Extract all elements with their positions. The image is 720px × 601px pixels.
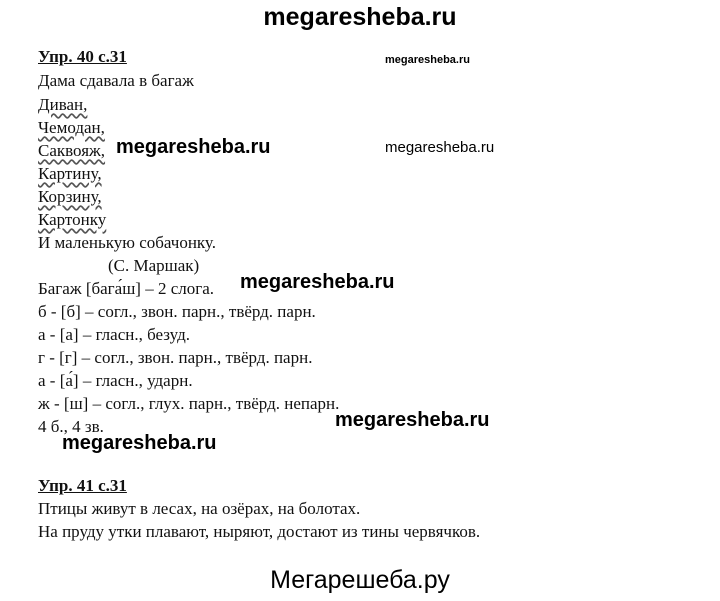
- poem-line-5: Картину,: [38, 164, 102, 183]
- exercise-41-line-1: Птицы живут в лесах, на озёрах, на болотах.: [38, 499, 361, 518]
- poem-line-4: Саквояж,: [38, 141, 106, 160]
- watermark-bottom: Мегарешеба.ру: [270, 566, 450, 594]
- analysis-line-5: а - [а́] – гласн., ударн.: [38, 371, 193, 390]
- watermark-inline-1: megaresheba.ru: [116, 136, 271, 158]
- watermark-inline-2: megaresheba.ru: [240, 271, 395, 293]
- poem-line-1: Дама сдавала в багаж: [38, 71, 194, 90]
- watermark-inline-4: megaresheba.ru: [62, 432, 217, 454]
- watermark-top: megaresheba.ru: [263, 3, 457, 31]
- exercise-41-heading: Упр. 41 с.31: [38, 476, 127, 495]
- analysis-line-7: 4 б., 4 зв.: [38, 417, 104, 436]
- poem-line-2: Диван,: [38, 95, 88, 114]
- analysis-line-6: ж - [ш] – согл., глух. парн., твёрд. непарн.: [38, 394, 340, 413]
- analysis-line-1: Багаж [бага́ш] – 2 слога.: [38, 279, 214, 298]
- exercise-41-line-2: На пруду утки плавают, ныряют, достают из тины червячков.: [38, 522, 481, 541]
- exercise-40-heading: Упр. 40 с.31: [38, 47, 127, 66]
- poem-line-7: Картонку: [38, 210, 107, 229]
- poem-line-8: И маленькую собачонку.: [38, 233, 216, 252]
- analysis-line-4: г - [г] – согл., звон. парн., твёрд. парн.: [38, 348, 313, 367]
- poem-line-3: Чемодан,: [38, 118, 105, 137]
- analysis-line-3: а - [а] – гласн., безуд.: [38, 325, 190, 344]
- watermark-small: megaresheba.ru: [385, 54, 470, 66]
- poem-line-6: Корзину,: [38, 187, 102, 206]
- watermark-inline-3: megaresheba.ru: [335, 409, 490, 431]
- watermark-medium: megaresheba.ru: [385, 139, 495, 156]
- analysis-line-2: б - [б] – согл., звон. парн., твёрд. парн.: [38, 302, 316, 321]
- poem-author: (С. Маршак): [108, 256, 200, 275]
